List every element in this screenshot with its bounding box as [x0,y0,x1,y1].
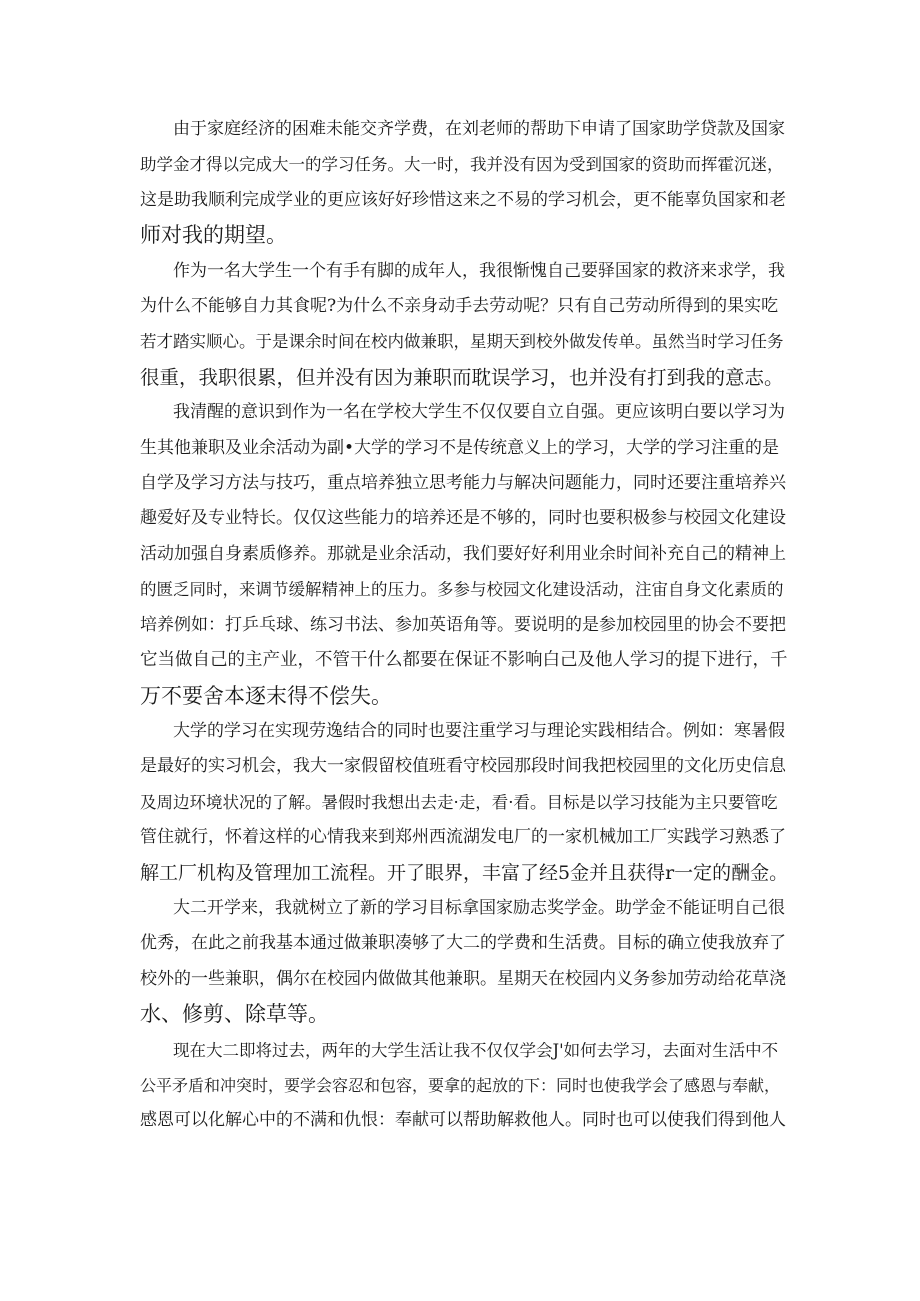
paragraph-1 [140,112,792,254]
paragraph-line: 我清醒的意识到作为一名在学校大学生不仅仅要自立自强。更应该明白要以学习为 [173,402,785,423]
paragraph-line: 师对我的期望。 [140,223,287,248]
paragraph-line: 及周边环境状况的了解。暑假时我想出去走·走，看·看。目标是以学习技能为主只要管吃 [140,792,778,812]
paragraph-line: 助学金才得以完成大一的学习任务。大一时，我并没有因为受到国家的资助而挥霍沉迷， [140,155,784,175]
paragraph-line: 水、修剪、除草等。 [140,1002,329,1027]
paragraph-line: 感恩可以化解心中的不满和仇恨：奉献可以帮助解救他人。同时也可以使我们得到他人 [140,1110,786,1131]
paragraph-line: 校外的一些兼职，偶尔在校园内做做其他兼职。星期天在校园内义务参加劳动给花草浇 [140,968,786,989]
paragraph-line: 若才踏实顺心。于是课余时间在校内做兼职，星期天到校外做发传单。虽然当时学习任务 [140,332,784,352]
paragraph-4 [140,714,792,891]
paragraph-line: 公平矛盾和冲突时，要学会容忍和包容，要拿的起放的下：同时也使我学会了感恩与奉献， [140,1075,781,1095]
paragraph-line: 它当做自己的主产业，不管干什么都要在保证不影响白己及他人学习的提下进行，千 [140,650,788,671]
paragraph-6 [140,1033,792,1139]
paragraph-line: 优秀，在此之前我基本通过做兼职凑够了大二的学费和生活费。目标的确立使我放弃了 [140,933,786,954]
paragraph-line: 管住就行，怀着这样的心情我来到郑州西流湖发电厂的一家机械加工厂实践学习熟悉了 [140,827,786,848]
paragraph-5 [140,891,792,1033]
paragraph-line: 生其他兼职及业余活动为副•大学的学习不是传统意义上的学习，大学的学习注重的是 [140,437,780,458]
paragraph-line: 趣爱好及专业特长。仅仅这些能力的培养还是不够的，同时也要积极参与校园文化建设 [140,508,786,529]
paragraph-line: 活动加强自身素质修养。那就是业余活动，我们要好好利用业余时间补充自己的精神上 [140,543,786,564]
paragraph-line: 大学的学习在实现劳逸结合的同时也要注重学习与理论实践相结合。例如：寒暑假 [173,720,785,741]
paragraph-line: 自学及学习方法与技巧，重点培养独立思考能力与解决问题能力，同时还要注重培养兴 [140,473,786,494]
paragraph-line: 这是助我顺利完成学业的更应该好好珍惜这来之不易的学习机会，更不能辜负国家和老 [140,189,786,210]
paragraph-3 [140,395,792,714]
document-body [140,112,792,1139]
paragraph-line: 大二开学来，我就树立了新的学习目标拿国家励志奖学金。助学金不能证明自己很 [173,897,785,918]
paragraph-line: 万不要舍本逐末得不偿失。 [140,683,392,708]
paragraph-line: 作为一名大学生一个有手有脚的成年人，我很惭愧自己要驿国家的救济来求学，我 [173,260,785,281]
paragraph-line: 为什么不能够自力其食呢?为什么不亲身动手去劳动呢？只有自己劳动所得到的果实吃 [140,296,779,317]
paragraph-line: 的匮乏同时，来调节缓解精神上的压力。多参与校园文化建设活动，注宙自身文化素质的 [140,580,784,600]
paragraph-line: 很重，我职很累，但并没有因为兼职而耽误学习，也并没有打到我的意志。 [140,365,784,389]
paragraph-line: 现在大二即将过去，两年的大学生活让我不仅仅学会J'如何去学习，去面对生活中不 [173,1040,779,1060]
paragraph-line: 解工厂机构及管理加工流程。开了眼界，丰富了经5金并且获得r一定的酬金。 [140,861,789,884]
paragraph-line: 培养例如：打乒乓球、练习书法、参加英语角等。要说明的是参加校园里的协会不要把 [140,614,786,635]
paragraph-line: 由于家庭经济的困难未能交齐学费，在刘老师的帮助下申请了国家助学贷款及国家 [173,119,785,139]
paragraph-line: 是最好的实习机会，我大一家假留校值班看守校园那段时间我把校园里的文化历史信息 [140,756,786,777]
paragraph-2 [140,254,792,396]
